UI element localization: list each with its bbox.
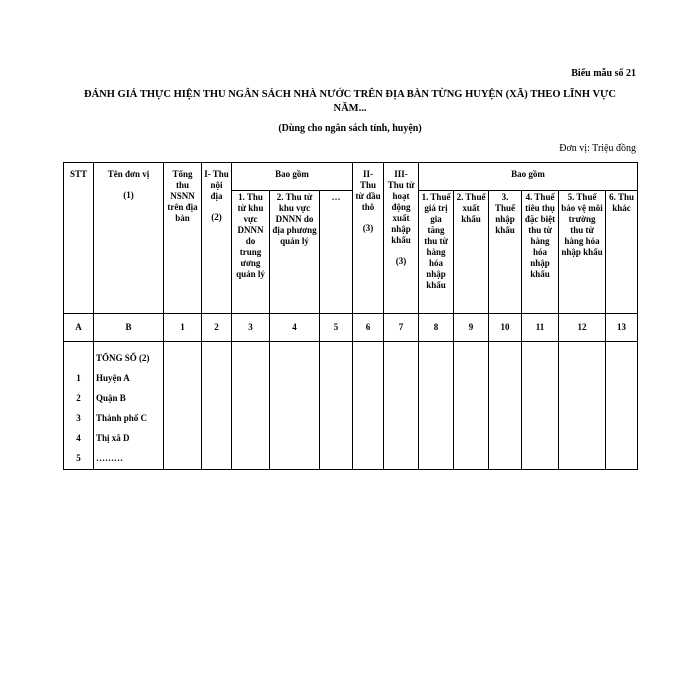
column-code: 11 — [522, 314, 559, 342]
data-cell — [606, 342, 638, 470]
page-title: ĐÁNH GIÁ THỰC HIỆN THU NGÂN SÁCH NHÀ NƯỚC TRÊN ĐỊA BÀN TỪNG HUYỆN (XÃ) THEO LĨNH VỰC NĂM... — [84, 89, 616, 114]
row-stt: 3 — [76, 413, 81, 423]
header-total: Tổng thu NSNN trên địa bàn — [164, 163, 202, 314]
row-stt: 5 — [76, 453, 81, 463]
row-stt: 4 — [76, 433, 81, 443]
data-cell — [353, 342, 384, 470]
data-cell — [320, 342, 353, 470]
header-stt: STT — [64, 163, 94, 314]
row-name: Thị xã D — [96, 433, 130, 443]
data-cell — [419, 342, 454, 470]
column-code: 6 — [353, 314, 384, 342]
data-cell — [522, 342, 559, 470]
data-cell — [384, 342, 419, 470]
row-stt: 1 — [76, 373, 81, 383]
column-code: 3 — [232, 314, 270, 342]
total-row-label: TỔNG SỐ (2) — [96, 353, 150, 363]
column-code: 10 — [489, 314, 522, 342]
header-include-2: Bao gồm — [419, 163, 638, 191]
column-code: 5 — [320, 314, 353, 342]
column-code: B — [94, 314, 164, 342]
stt-cell — [64, 342, 94, 470]
header-dnnn-local: 2. Thu từ khu vực DNNN do địa phương quản lý — [270, 191, 320, 314]
column-code: 12 — [559, 314, 606, 342]
row-name: ……… — [96, 453, 123, 463]
page-subtitle: (Dùng cho ngân sách tỉnh, huyện) — [278, 123, 422, 134]
column-code: 13 — [606, 314, 638, 342]
budget-table — [63, 162, 638, 470]
name-cell — [94, 342, 164, 470]
column-code: 7 — [384, 314, 419, 342]
row-name: Huyện A — [96, 373, 130, 383]
header-dnnn-central: 1. Thu từ khu vực DNNN do trung ương quản lý — [232, 191, 270, 314]
row-stt: 2 — [76, 393, 81, 403]
data-cell — [164, 342, 202, 470]
data-cell — [232, 342, 270, 470]
header-include-1: Bao gồm — [232, 163, 353, 191]
data-cell — [489, 342, 522, 470]
header-crude-oil: II- Thu từ dầu thô (3) — [353, 163, 384, 314]
header-import-export: III- Thu từ hoạt động xuất nhập khẩu (3) — [384, 163, 419, 314]
form-number: Biểu mẫu số 21 — [571, 68, 636, 79]
data-cell — [202, 342, 232, 470]
header-env-tax: 5. Thuế bảo vệ môi trường thu từ hàng hóa nhập khẩu — [559, 191, 606, 314]
header-import-tax: 3. Thuế nhập khẩu — [489, 191, 522, 314]
column-code: 1 — [164, 314, 202, 342]
data-cell — [559, 342, 606, 470]
data-cell — [270, 342, 320, 470]
header-other: 6. Thu khác — [606, 191, 638, 314]
header-domestic: I- Thu nội địa (2) — [202, 163, 232, 314]
row-name: Thành phố C — [96, 413, 148, 423]
header-special-tax: 4. Thuế tiêu thụ đặc biệt thu từ hàng hóa nhập khẩu — [522, 191, 559, 314]
unit-label: Đơn vị: Triệu đồng — [559, 143, 636, 154]
column-code: 8 — [419, 314, 454, 342]
row-name: Quận B — [96, 393, 126, 403]
column-code: A — [64, 314, 94, 342]
header-vat-import: 1. Thuế giá trị gia tăng thu từ hàng hóa nhập khẩu — [419, 191, 454, 314]
data-cell — [454, 342, 489, 470]
header-unit-name: Tên đơn vị (1) — [94, 163, 164, 314]
column-code: 9 — [454, 314, 489, 342]
column-code: 2 — [202, 314, 232, 342]
header-export-tax: 2. Thuế xuất khẩu — [454, 191, 489, 314]
column-code: 4 — [270, 314, 320, 342]
header-more: … — [320, 191, 353, 314]
